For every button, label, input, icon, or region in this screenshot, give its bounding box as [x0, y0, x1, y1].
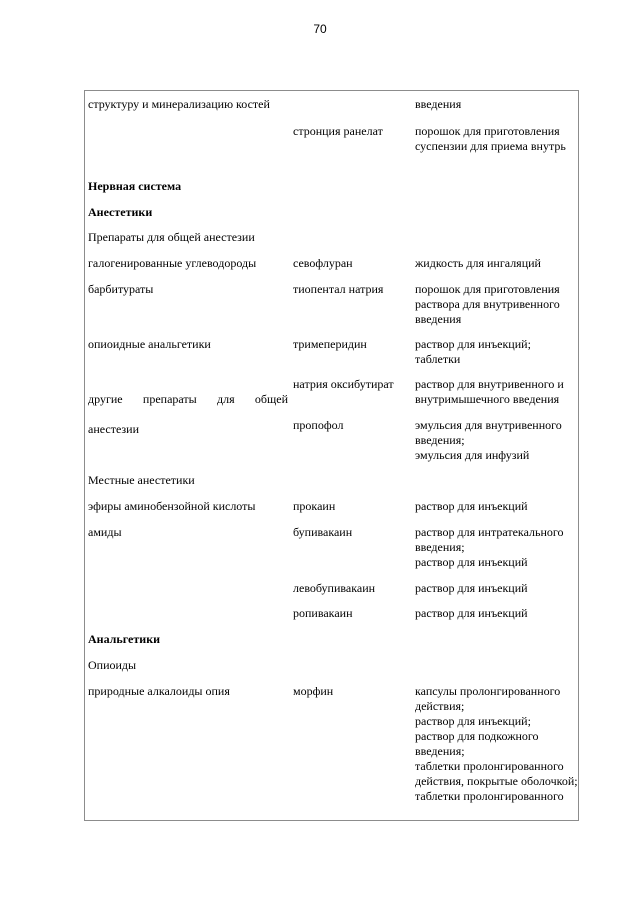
subsection-heading: Местные анестетики [88, 473, 195, 487]
table-cell-drug: тримеперидин [293, 337, 367, 351]
table-cell-form: эмульсия для внутривенного введения; эмульсия для инфузий [415, 418, 562, 462]
table-cell-drug: левобупивакаин [293, 581, 376, 595]
table-cell-form: раствор для инъекций; таблетки [415, 337, 531, 366]
table-cell-form: капсулы пролонгированного действия; раствор для инъекций; раствор для подкожного введения; таблетки пролонгированного действия, покрытые оболочкой; таблетки пролонгированного [415, 684, 578, 803]
table-cell-drug: морфин [293, 684, 334, 698]
table-cell-drug: ропивакаин [293, 606, 353, 620]
section-heading: Анальгетики [88, 632, 161, 646]
table-cell-form: порошок для приготовления суспензии для приема внутрь [415, 124, 566, 153]
table-cell-drug: пропофол [293, 418, 344, 432]
table-cell-form: раствор для инъекций [415, 581, 528, 595]
table-cell-form: жидкость для ингаляций [415, 256, 541, 270]
table-cell-form: порошок для приготовления раствора для внутривенного введения [415, 282, 560, 326]
table-cell-drug: стронция ранелат [293, 124, 383, 138]
table-cell-group: природные алкалоиды опия [88, 684, 230, 698]
table-cell-group: барбитураты [88, 282, 154, 296]
table-cell-group [88, 377, 288, 437]
table-cell-drug: тиопентал натрия [293, 282, 384, 296]
table-cell-group: амиды [88, 525, 122, 539]
table-cell-form: раствор для инъекций [415, 606, 528, 620]
section-heading: Нервная система [88, 179, 182, 193]
table-cell-drug: натрия оксибутират [293, 377, 394, 391]
table-cell-form: введения [415, 97, 462, 111]
table-cell-group: опиоидные анальгетики [88, 337, 211, 351]
table-cell-form: раствор для внутривенного и внутримышечного введения [415, 377, 564, 406]
subsection-heading: Препараты для общей анестезии [88, 230, 255, 244]
table-cell-group: эфиры аминобензойной кислоты [88, 499, 256, 513]
table-cell-group-line: другие препараты для общей [88, 392, 288, 406]
table-cell-drug: севофлуран [293, 256, 353, 270]
page-number: 70 [313, 22, 327, 36]
table-cell-form: раствор для интратекального введения; раствор для инъекций [415, 525, 564, 569]
table-cell-group: структуру и минерализацию костей [88, 97, 270, 111]
section-heading: Анестетики [88, 205, 153, 219]
table-cell-drug: прокаин [293, 499, 336, 513]
table-cell-group: галогенированные углеводороды [88, 256, 257, 270]
subsection-heading: Опиоиды [88, 658, 137, 672]
table-cell-drug: бупивакаин [293, 525, 353, 539]
table-cell-group-line: анестезии [88, 422, 139, 436]
table-cell-form: раствор для инъекций [415, 499, 528, 513]
